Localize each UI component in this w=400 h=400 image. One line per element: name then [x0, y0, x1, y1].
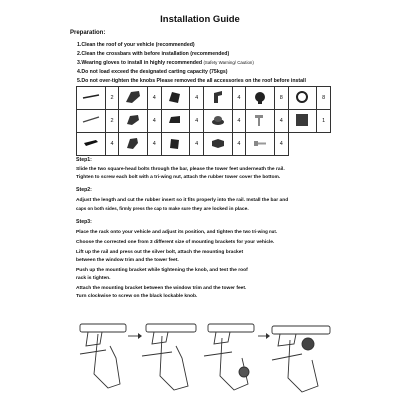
- parts-row-2: [77, 110, 331, 133]
- part-tower-cover: [119, 110, 148, 133]
- prep-item-2: 2.Clean the crossbars with before installation (recommended): [77, 50, 230, 57]
- arrow-head-icon: [266, 333, 270, 339]
- qty: 2: [105, 87, 119, 110]
- pad-icon: [165, 111, 185, 129]
- qty: 4: [274, 110, 288, 133]
- part-foot-bracket: [119, 133, 148, 156]
- prep-item-1: 1.Clean the roof of your vehicle (recommended): [77, 42, 195, 48]
- step1-line-1: Slide the two square-head bolts through the bar, please the tower feet underneath the rail.: [76, 167, 285, 172]
- qty: 8: [317, 87, 331, 110]
- qty: 4: [190, 110, 204, 133]
- qty: 4: [190, 87, 204, 110]
- bolt-icon: [250, 111, 270, 129]
- tower-cover-icon: [123, 111, 143, 129]
- step3-line-6: rack is tighten.: [76, 276, 111, 281]
- arrow-head-icon: [138, 333, 142, 339]
- prep-item-5: 5.Do not over-tighten the knobs Please removed the all accessories on the roof before install: [77, 77, 306, 84]
- part-tower-foot: [119, 87, 148, 110]
- part-bracket: [161, 87, 190, 110]
- end-piece-icon: [165, 134, 185, 152]
- safety-warning-note: (Safety Warning/ Caution): [203, 59, 254, 65]
- qty: 4: [105, 133, 119, 156]
- rail-icon: [81, 111, 101, 129]
- step3-line-8: Turn clockwise to screw on the black lockable knob.: [76, 294, 198, 299]
- step3-line-5: Push up the mounting bracket while tightening the knob, and test the roof: [76, 268, 248, 273]
- prep-item-3: [77, 59, 397, 68]
- qty: 4: [232, 133, 246, 156]
- rubber-sheet-icon: [292, 111, 312, 129]
- cap-icon: [208, 111, 228, 129]
- rubber-insert-icon: [81, 134, 101, 152]
- qty: 4: [190, 133, 204, 156]
- step3-line-3: Lift up the rail and press out the silver bolt, attach the mounting bracket: [76, 250, 244, 255]
- tower-foot-icon: [123, 88, 143, 106]
- step3-line-2: Choose the corrected one from 3 different size of mounting brackets for your vehicle.: [76, 240, 275, 245]
- part-silver-bolt: [246, 133, 275, 156]
- qty: 4: [232, 87, 246, 110]
- part-cover-block: [203, 133, 232, 156]
- bracket-icon: [165, 88, 185, 106]
- page-title: Installation Guide: [160, 14, 240, 25]
- qty: 8: [274, 87, 288, 110]
- step1-title: Step1:: [76, 157, 92, 163]
- qty: 4: [274, 133, 288, 156]
- part-bolt: [246, 110, 275, 133]
- step3-line-7: Attach the mounting bracket between the window trim and the tower feet.: [76, 286, 247, 291]
- installation-illustrations: [76, 314, 338, 396]
- step2-title: Step2:: [76, 187, 92, 193]
- part-rubber-sheet: [288, 110, 317, 133]
- parts-row-1: [77, 87, 331, 110]
- part-pad: [161, 110, 190, 133]
- step3-line-1: [76, 228, 398, 237]
- step3-line-1b: two tri-wing nut.: [243, 229, 278, 234]
- clip-icon: [208, 88, 228, 106]
- step2-line-2b: they are locked in place.: [192, 207, 249, 212]
- preparation-list: [77, 41, 397, 86]
- qty: 1: [317, 110, 331, 133]
- step3-line-4: between the window trim and the tower feet.: [76, 258, 179, 263]
- step1-line-2: Tighten to screw each bolt with a tri-wing nut, attach the rubber tower cover the bottom.: [76, 175, 281, 180]
- prep-item-3-text: 3.Wearing gloves to install in highly recommended: [77, 59, 203, 66]
- step3-line-1a: Place the rack onto your vehicle and adjust its position, and tighten the: [76, 230, 242, 235]
- ring-icon: [292, 88, 312, 106]
- illustration-3: [204, 324, 254, 390]
- qty: 4: [147, 110, 161, 133]
- step2-line-1: Adjust the length and cut the rubber insert so it fits properly into the rail. Install the bar and: [76, 198, 289, 203]
- silver-bolt-icon: [250, 134, 270, 152]
- qty: 2: [105, 110, 119, 133]
- illustration-2: [142, 324, 196, 390]
- preparation-heading: Preparation:: [70, 30, 106, 36]
- cover-block-icon: [208, 134, 228, 152]
- illustration-1: [80, 324, 126, 388]
- step3-title: Step3:: [76, 219, 92, 225]
- part-end-piece: [161, 133, 190, 156]
- part-knob: [246, 87, 275, 110]
- prep-item-4: 4.Do not load exceed the designated carting capacity (75kgs): [77, 68, 228, 75]
- step2-line-2: [76, 205, 398, 214]
- illustration-4: [272, 326, 330, 392]
- parts-table: [76, 86, 331, 156]
- qty: 4: [147, 133, 161, 156]
- step1-section: [76, 156, 398, 182]
- foot-bracket-icon: [123, 134, 143, 152]
- part-ring: [288, 87, 317, 110]
- step3-section: [76, 218, 398, 301]
- qty: 4: [232, 110, 246, 133]
- knob-icon: [250, 88, 270, 106]
- parts-row-3: [77, 133, 331, 156]
- part-rail: [77, 110, 106, 133]
- qty: 4: [147, 87, 161, 110]
- part-clip: [203, 87, 232, 110]
- step2-section: [76, 186, 398, 214]
- part-crossbar: [77, 87, 106, 110]
- part-rubber-insert: [77, 133, 106, 156]
- step2-line-2a: caps on both sides, firmly press the cap to make sure: [76, 206, 191, 211]
- crossbar-icon: [81, 88, 101, 106]
- part-cap: [203, 110, 232, 133]
